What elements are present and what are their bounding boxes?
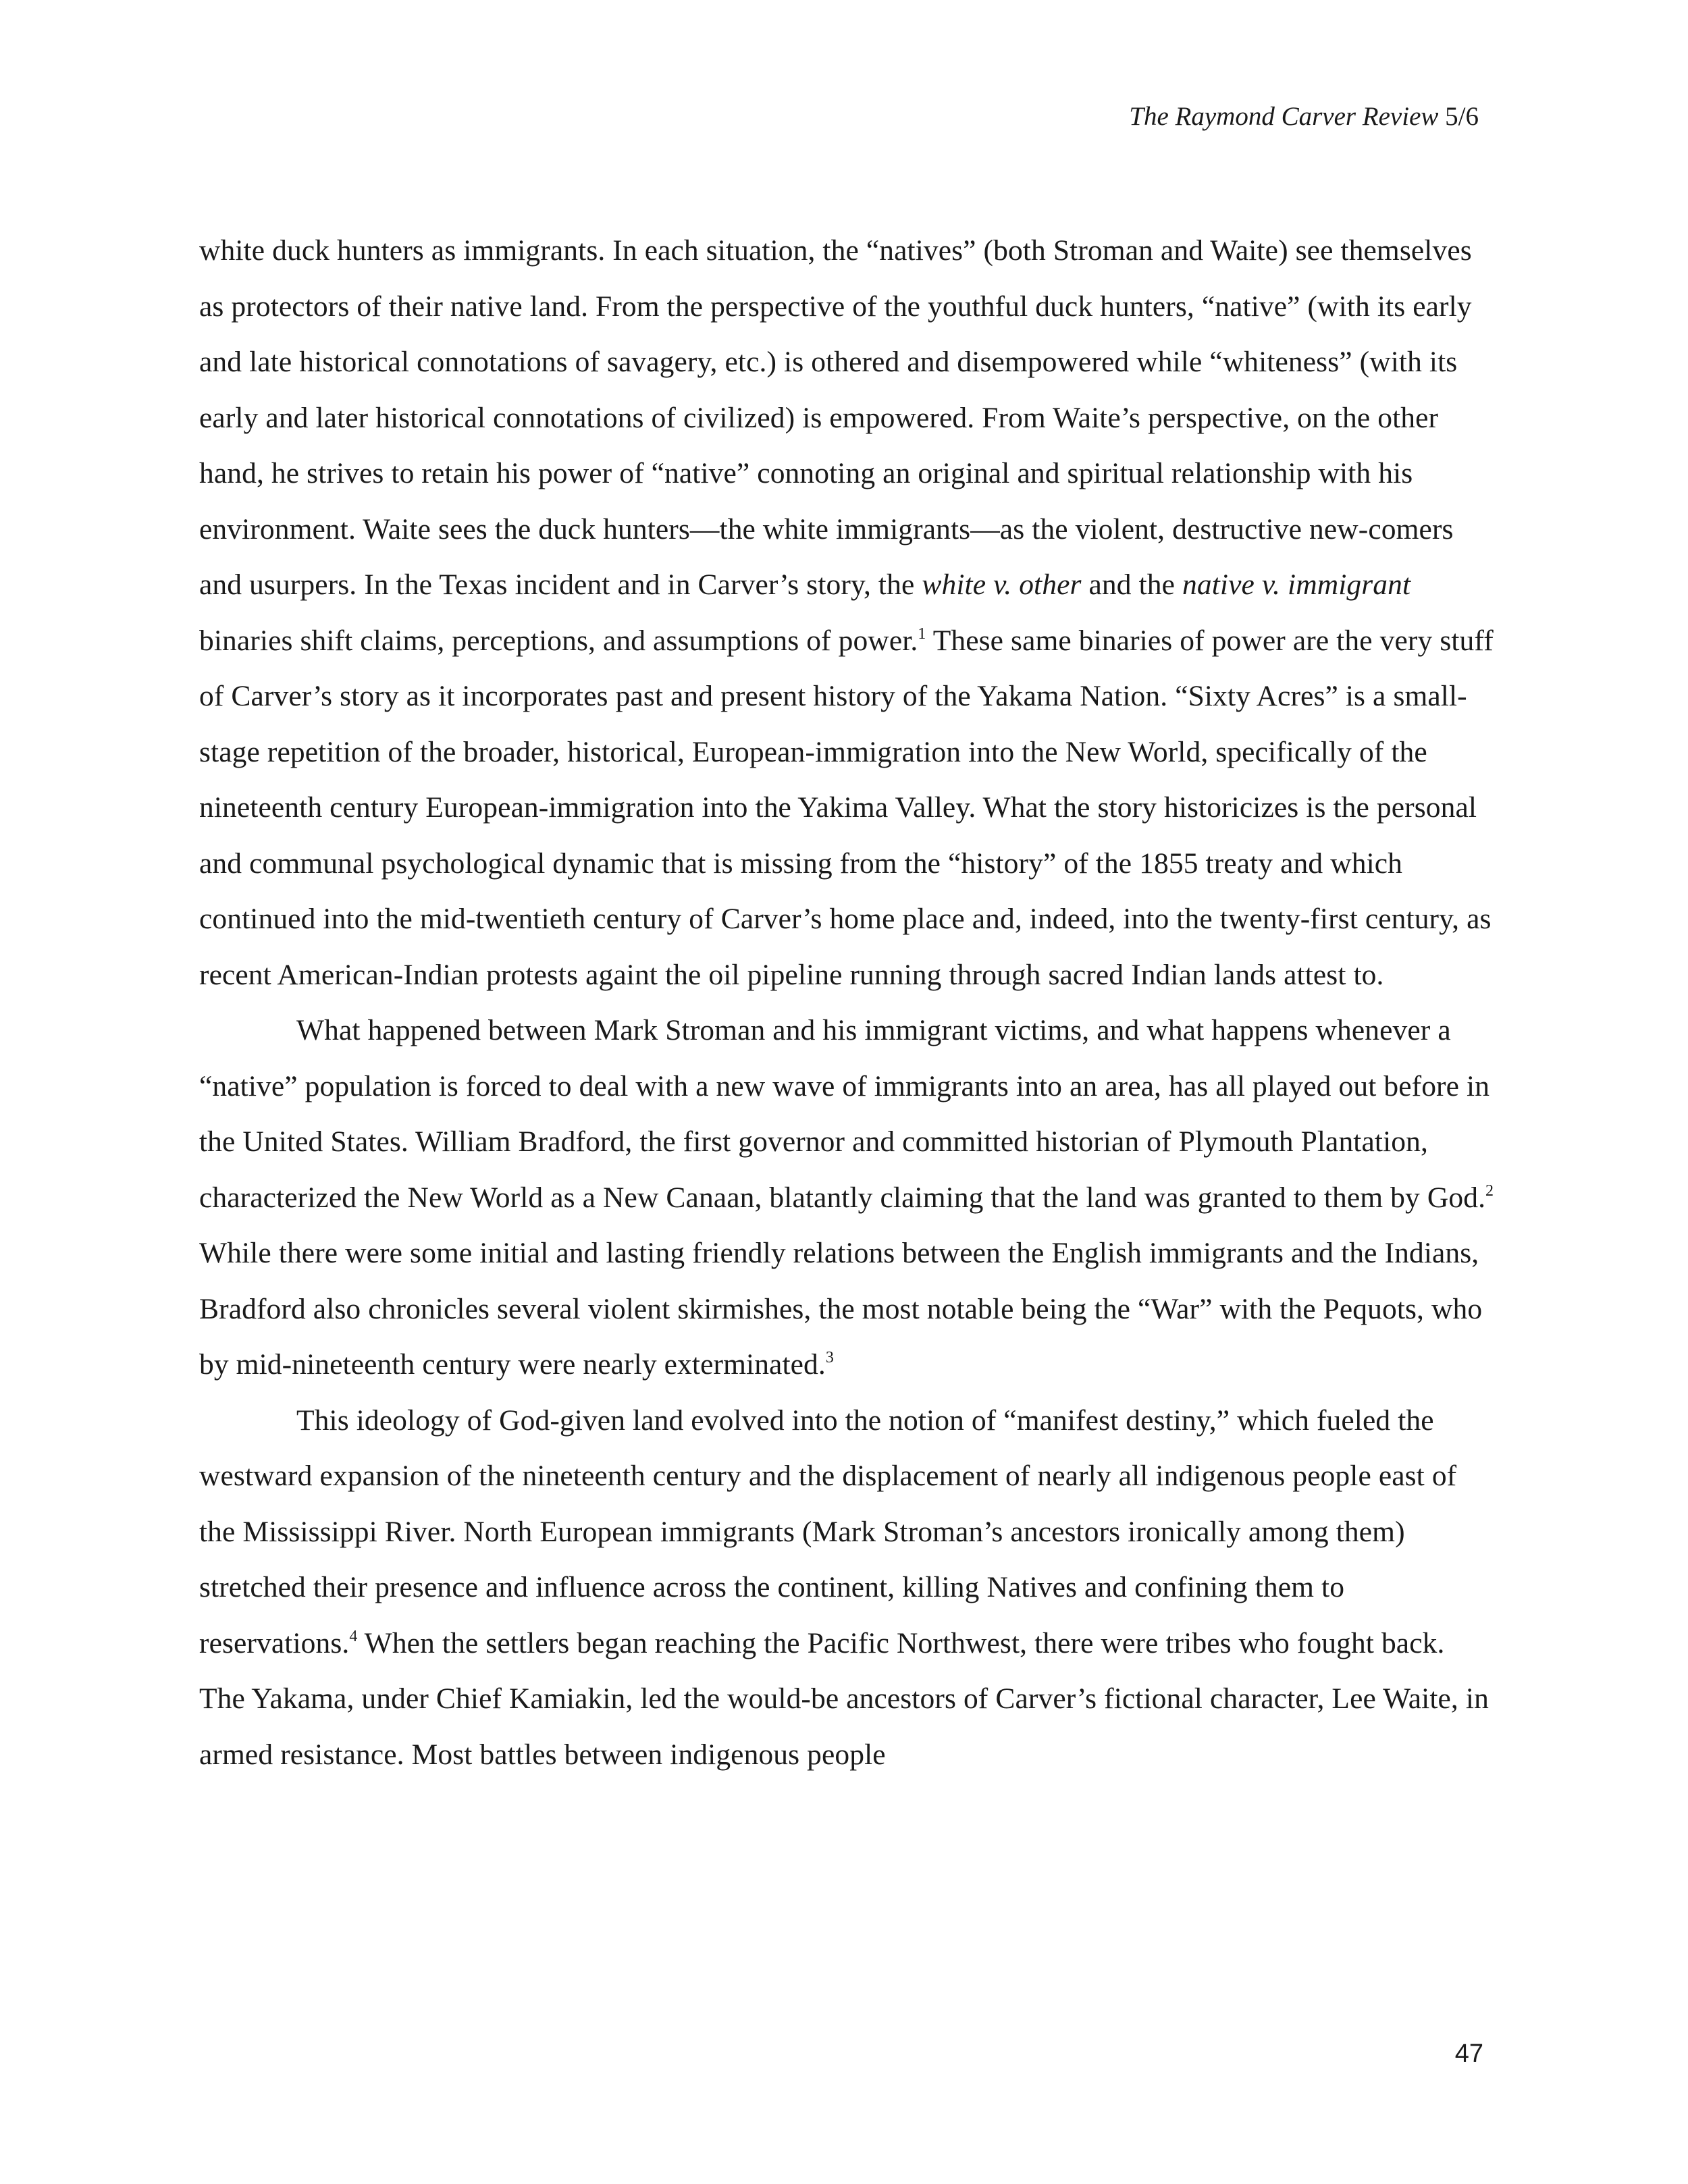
- paragraph-2: [199, 1003, 1496, 1393]
- text-run: These same binaries of power are the very stuff of Carver’s story as it incorporates past and present history of the Yakama Nation. “Sixty Acres” is a small-stage repetition of the broader, historical, European-immigration into the New World, specifically of the nineteenth century European-immigration into the Yakima Valley. What the story historicizes is the personal and communal psychological dynamic that is missing from the “history” of the 1855 treaty and which continued into the mid-twentieth century of Carver’s home place and, indeed, into the twenty-first century, as recent American-Indian protests againt the oil pipeline running through sacred Indian lands attest to.: [199, 624, 1494, 991]
- footnote-marker: 4: [349, 1627, 358, 1645]
- text-run: While there were some initial and lasting friendly relations between the English immigrants and the Indians, Bradford also chronicles several violent skirmishes, the most notable being the “War” with the Pequots, who by mid-nineteenth century were nearly exterminated.: [199, 1237, 1483, 1381]
- issue-number: 5/6: [1445, 102, 1479, 131]
- paragraph-1: [199, 223, 1496, 1003]
- journal-title: The Raymond Carver Review: [1129, 102, 1439, 131]
- footnote-marker: 3: [825, 1349, 834, 1366]
- text-run: white duck hunters as immigrants. In each situation, the “natives” (both Stroman and Waite) see themselves as protectors of their native land. From the perspective of the youthful duck hunters, “native” (with its early and late historical connotations of savagery, etc.) is othered and disempowered while “whiteness” (with its early and later historical connotations of civilized) is empowered. From Waite’s perspective, on the other hand, he strives to retain his power of “native” connoting an original and spiritual relationship with his environment. Waite sees the duck hunters—the white immigrants—as the violent, destructive new-comers and usurpers. In the Texas incident and in Carver’s story, the: [199, 234, 1472, 601]
- text-run: binaries shift claims, perceptions, and assumptions of power.: [199, 624, 918, 657]
- text-run: When the settlers began reaching the Pacific Northwest, there were tribes who fought back. The Yakama, under Chief Kamiakin, led the would-be ancestors of Carver’s fictional character, Lee Waite, in armed resistance. Most battles between indigenous people: [199, 1626, 1489, 1771]
- footnote-marker: 1: [918, 624, 926, 643]
- italic-term: white v. other: [922, 568, 1082, 601]
- italic-term: native v. immigrant: [1182, 568, 1411, 601]
- footnote-marker: 2: [1485, 1181, 1494, 1200]
- page-number: 47: [1454, 2040, 1483, 2068]
- text-run: This ideology of God-given land evolved into the notion of “manifest destiny,” which fueled the westward expansion of the nineteenth century and the displacement of nearly all indigenous people east of the Mississippi River. North European immigrants (Mark Stroman’s ancestors ironically among them) stretched their presence and influence across the continent, killing Natives and confining them to reservations.: [199, 1404, 1457, 1659]
- text-run: What happened between Mark Stroman and his immigrant victims, and what happens whenever a “native” population is forced to deal with a new wave of immigrants into an area, has all played out before in the United States. William Bradford, the first governor and committed historian of Plymouth Plantation, characterized the New World as a New Canaan, blatantly claiming that the land was granted to them by God.: [199, 1014, 1490, 1214]
- running-header: [1129, 100, 1479, 134]
- body-text: [199, 223, 1496, 1782]
- text-run: and the: [1081, 568, 1183, 601]
- paragraph-3: [199, 1393, 1496, 1783]
